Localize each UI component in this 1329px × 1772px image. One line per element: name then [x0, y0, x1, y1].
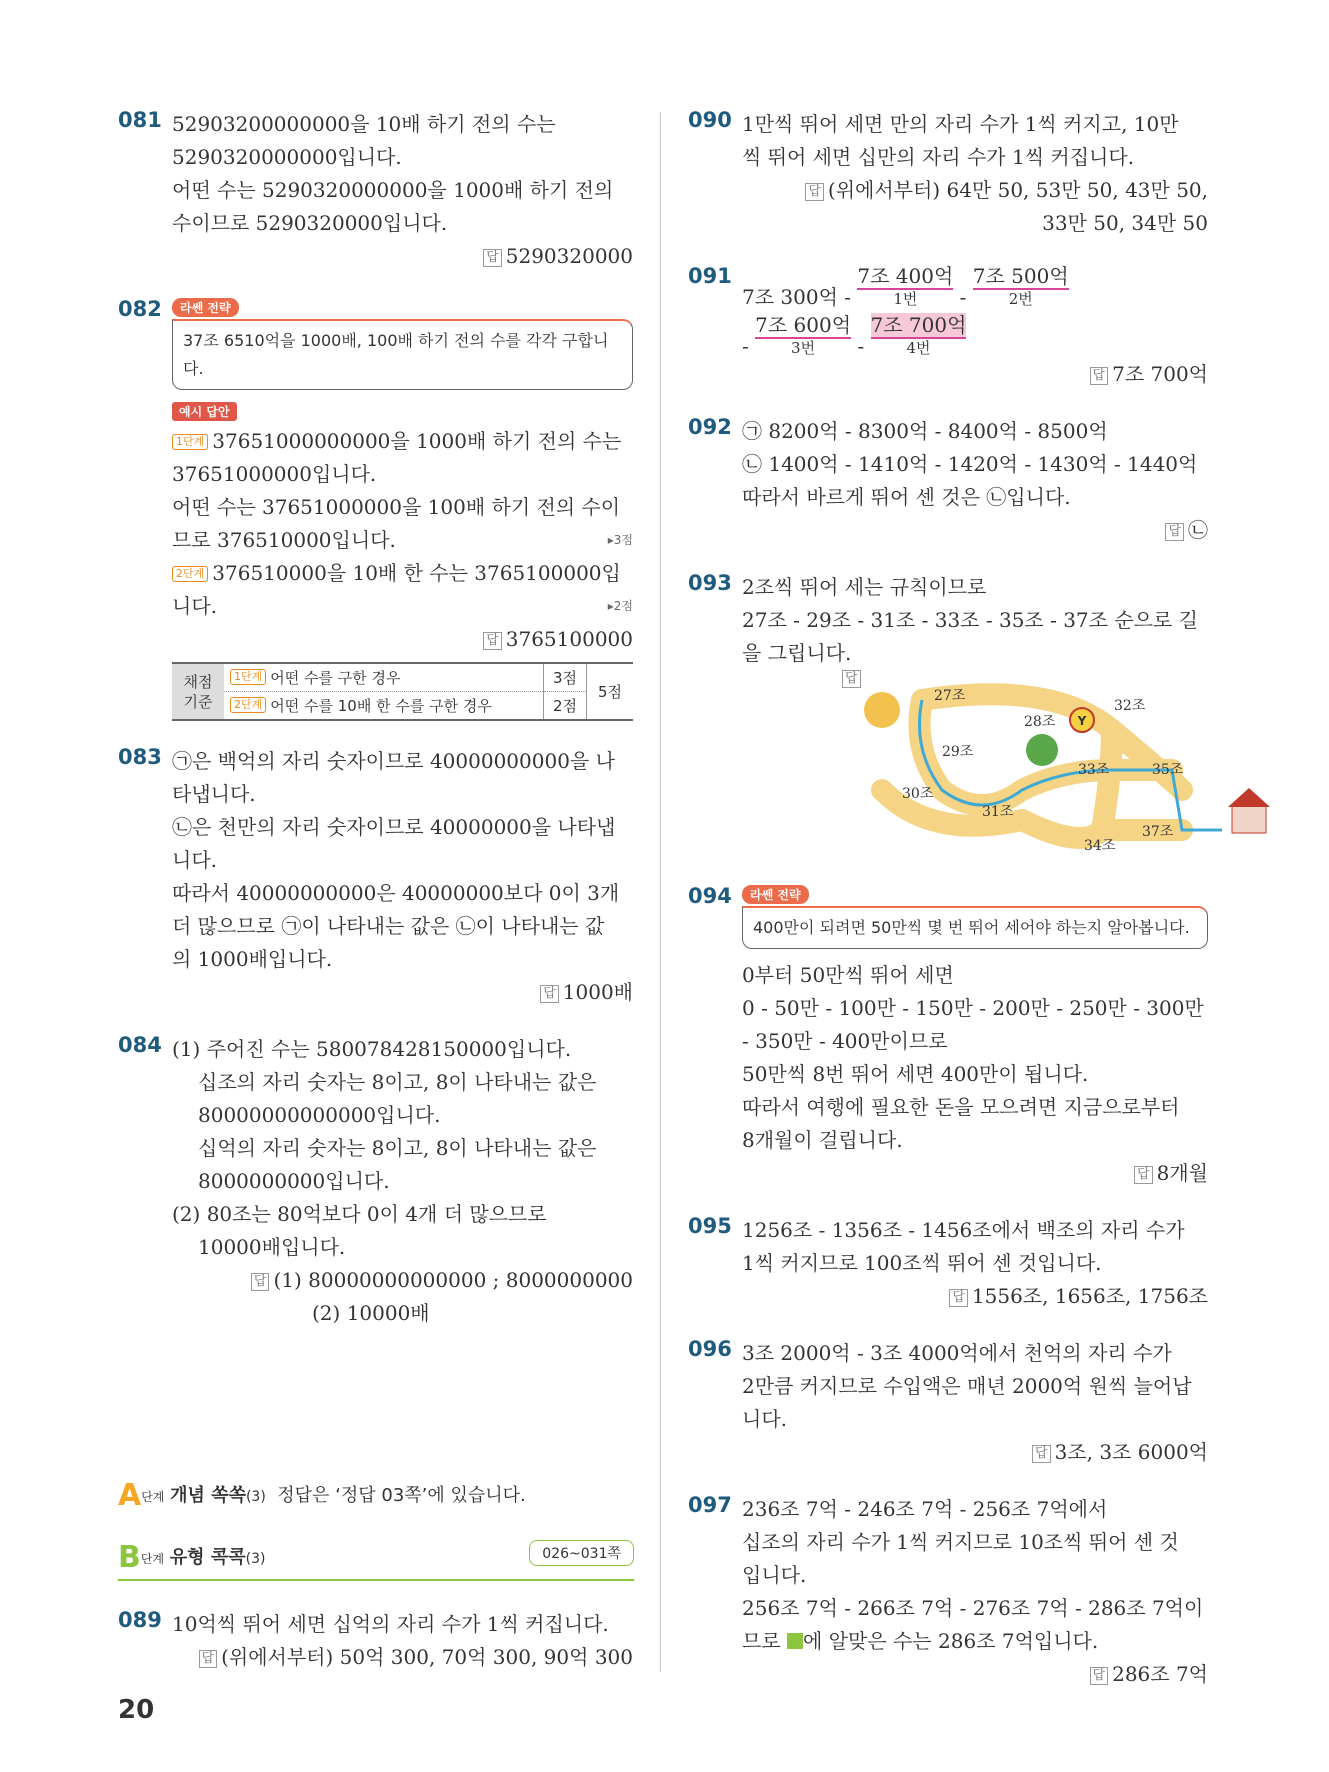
text-line: ㉠은 백억의 자리 숫자이므로 40000000000을 나: [172, 749, 615, 773]
section-letter: B: [118, 1540, 141, 1575]
text-line: 어떤 수는 5290320000000을 1000배 하기 전의: [172, 178, 614, 202]
text-line: 2조씩 뛰어 세는 규칙이므로: [742, 575, 987, 599]
page-range: 026~031쪽: [529, 1540, 634, 1566]
road: [1102, 730, 1112, 830]
section-b-header: B단계 유형 콕콕(3) 026~031쪽: [118, 1540, 634, 1581]
column-divider: [660, 112, 661, 1672]
answer-tag: 답: [842, 670, 861, 688]
text-line: - 350만 - 400만이므로: [742, 1029, 948, 1053]
text-line: 므로 에 알맞은 수는 286조 7억입니다.: [742, 1629, 1099, 1653]
text-line: 니다.: [742, 1407, 787, 1431]
text-line: 십조의 자리 숫자는 8이고, 8이 나타내는 값은: [198, 1070, 597, 1094]
text-line: 50만씩 8번 뛰어 세면 400만이 됩니다.: [742, 1062, 1089, 1086]
answer: 답 (위에서부터) 64만 50, 53만 50, 43만 50,: [742, 174, 1208, 207]
problem-081: [118, 108, 633, 273]
section-title: 개념 쏙쏙: [170, 1485, 246, 1506]
right-column: [688, 108, 1208, 1715]
text-line: 니다. ▸2점: [172, 590, 633, 623]
answer-tag: 답: [1134, 1166, 1153, 1184]
section-title: 유형 콕콕: [169, 1547, 246, 1568]
answer-tag: 답: [1032, 1445, 1051, 1463]
answer: 답 1000배: [172, 976, 633, 1009]
road-map: [852, 670, 1272, 870]
text-line: 80000000000000입니다.: [198, 1103, 441, 1127]
house-roof: [1228, 788, 1270, 807]
score: ▸2점: [607, 599, 633, 613]
text-line: 어떤 수는 37651000000을 100배 하기 전의 수이: [172, 495, 621, 519]
cyclist-icon: [864, 692, 900, 728]
left-column-bottom: [118, 1608, 633, 1698]
strategy-label: 라쎈 전략: [742, 885, 809, 904]
answer-tag: 답: [1090, 367, 1109, 385]
answer: 답 8개월: [742, 1157, 1208, 1190]
problem-number: 081: [118, 108, 162, 132]
strategy-label: 라쎈 전략: [172, 298, 239, 317]
text-line: (2) 80조는 80억보다 0이 4개 더 많으므로: [172, 1202, 547, 1226]
problem-095: [688, 1214, 1208, 1313]
map-figure: [742, 670, 1208, 870]
problem-096: [688, 1337, 1208, 1469]
grading-points: 2점: [544, 692, 587, 721]
answer-tag: 답: [1165, 523, 1184, 541]
problem-number: 094: [688, 884, 732, 908]
text-line: 1씩 커지므로 100조씩 뛰어 센 것입니다.: [742, 1251, 1102, 1275]
answer: 답 5290320000: [172, 240, 633, 273]
text-line: 52903200000000을 10배 하기 전의 수는: [172, 112, 556, 136]
answer: 답 1556조, 1656조, 1756조: [742, 1280, 1208, 1313]
score: ▸3점: [607, 533, 633, 547]
section-note: 정답은 ‘정답 03쪽’에 있습니다.: [277, 1485, 526, 1506]
text-line: 37651000000입니다.: [172, 462, 377, 486]
problem-number: 089: [118, 1608, 162, 1632]
answer-line: (2) 10000배: [312, 1301, 430, 1325]
answer-tag: 답: [540, 985, 559, 1003]
answer: 답 3조, 3조 6000억: [742, 1436, 1208, 1469]
step-1-tag: 1단계: [172, 434, 208, 450]
problem-number: 097: [688, 1493, 732, 1517]
grading-header: 채점 기준: [172, 663, 224, 720]
map-label: 32조: [1114, 698, 1146, 714]
house-icon: [1232, 805, 1266, 833]
text-line: 수이므로 5290320000입니다.: [172, 211, 448, 235]
strategy-box: 37조 6510억을 1000배, 100배 하기 전의 수를 각각 구합니다.: [172, 319, 633, 390]
page-number: 20: [118, 1695, 155, 1725]
text-line: 256조 7억 - 266조 7억 - 276조 7억 - 286조 7억이: [742, 1596, 1204, 1620]
answer: 답 3765100000: [172, 623, 633, 656]
problem-number: 096: [688, 1337, 732, 1361]
map-label: 31조: [982, 804, 1014, 820]
problem-089: [118, 1608, 633, 1674]
text-line: 1만씩 뛰어 세면 만의 자리 수가 1씩 커지고, 10만: [742, 112, 1179, 136]
text-line: 씩 뛰어 세면 십만의 자리 수가 1씩 커집니다.: [742, 145, 1135, 169]
problem-097: [688, 1493, 1208, 1691]
map-label: 30조: [902, 786, 934, 802]
map-label: 29조: [942, 744, 974, 760]
problem-number: 090: [688, 108, 732, 132]
text-line: 따라서 여행에 필요한 돈을 모으려면 지금으로부터: [742, 1095, 1180, 1119]
text-line: 므로 376510000입니다. ▸3점: [172, 524, 633, 557]
map-label: 37조: [1142, 824, 1174, 840]
answer-tag: 답: [251, 1273, 270, 1291]
map-label: 33조: [1078, 762, 1110, 778]
map-label: 34조: [1084, 838, 1116, 854]
text-line: 의 1000배입니다.: [172, 947, 333, 971]
text-line: 따라서 바르게 뛰어 센 것은 ㉡입니다.: [742, 485, 1071, 509]
problem-083: [118, 745, 633, 1009]
text-line: 1단계 37651000000000을 1000배 하기 전의 수는: [172, 425, 633, 458]
answer-tag: 답: [199, 1650, 218, 1668]
text-line: 1256조 - 1356조 - 1456조에서 백조의 자리 수가: [742, 1218, 1185, 1242]
grading-row: 2단계 어떤 수를 10배 한 수를 구한 경우: [224, 692, 544, 721]
text-line: 타냅니다.: [172, 782, 256, 806]
problem-number: 083: [118, 745, 162, 769]
text-line: 3조 2000억 - 3조 4000억에서 천억의 자리 수가: [742, 1341, 1172, 1365]
answer: 답 286조 7억: [742, 1658, 1208, 1691]
problem-number: 082: [118, 297, 162, 321]
grading-points: 3점: [544, 663, 587, 692]
map-label: 28조: [1024, 714, 1056, 730]
problem-092: [688, 415, 1208, 547]
green-square-icon: [787, 1633, 803, 1649]
text-line: ㉠ 8200억 - 8300억 - 8400억 - 8500억: [742, 419, 1108, 443]
grading-table: [172, 662, 633, 721]
text-line: 8개월이 걸립니다.: [742, 1128, 903, 1152]
problem-093: [688, 571, 1208, 870]
text-line: ㉡ 1400억 - 1410억 - 1420억 - 1430억 - 1440억: [742, 452, 1198, 476]
text-line: 2단계 376510000을 10배 한 수는 3765100000입: [172, 557, 633, 590]
section-a-header: A단계 개념 쏙쏙(3) 정답은 ‘정답 03쪽’에 있습니다.: [118, 1478, 526, 1513]
text-line: (1) 주어진 수는 580078428150000입니다.: [172, 1037, 572, 1061]
answer: 답 (위에서부터) 50억 300, 70억 300, 90억 300: [172, 1641, 633, 1674]
map-label: 35조: [1152, 762, 1184, 778]
answer: 답 7조 700억: [742, 358, 1208, 391]
text-line: 을 그립니다.: [742, 641, 852, 665]
example-answer-label: 예시 답안: [172, 402, 237, 421]
problem-094: [688, 884, 1208, 1190]
text-line: ㉡은 천만의 자리 숫자이므로 40000000을 나타냅: [172, 815, 616, 839]
problem-084: [118, 1033, 633, 1330]
step-2-tag: 2단계: [172, 566, 208, 582]
text-line: 0부터 50만씩 뛰어 세면: [742, 963, 954, 987]
answer: 답 (1) 80000000000000 ; 8000000000: [172, 1264, 633, 1297]
problem-number: 095: [688, 1214, 732, 1238]
text-line: 십억의 자리 숫자는 8이고, 8이 나타내는 값은: [198, 1136, 597, 1160]
problem-number: 084: [118, 1033, 162, 1057]
problem-090: [688, 108, 1208, 240]
text-line: 10000배입니다.: [198, 1235, 346, 1259]
tree-icon: [1026, 734, 1058, 766]
grading-total: 5점: [587, 663, 634, 720]
answer-tag: 답: [805, 183, 824, 201]
answer-tag: 답: [1090, 1667, 1109, 1685]
answer-tag: 답: [483, 249, 502, 267]
left-column: [118, 108, 633, 1354]
map-label: 27조: [934, 688, 966, 704]
sequence-line: 7조 300억 - 7조 400억 1번 - 7조 500억 2번: [742, 264, 1069, 309]
text-line: 더 많으므로 ㉠이 나타내는 값은 ㉡이 나타내는 값: [172, 914, 605, 938]
problem-091: [688, 264, 1208, 391]
answer: 답 ㉡: [742, 514, 1208, 547]
text-line: 니다.: [172, 848, 217, 872]
text-line: 십조의 자리 수가 1씩 커지므로 10조씩 뛰어 센 것: [742, 1530, 1179, 1554]
text-line: 10억씩 뛰어 세면 십억의 자리 수가 1씩 커집니다.: [172, 1612, 609, 1636]
section-letter: A: [118, 1478, 142, 1513]
answer-tag: 답: [949, 1289, 968, 1307]
text-line: 0 - 50만 - 100만 - 150만 - 200만 - 250만 - 300만: [742, 996, 1204, 1020]
problem-082: [118, 297, 633, 721]
problem-number: 092: [688, 415, 732, 439]
problem-number: 091: [688, 264, 732, 288]
problem-number: 093: [688, 571, 732, 595]
sequence-line: - 7조 600억 3번 - 7조 700억 4번: [742, 313, 967, 358]
answer-tag: 답: [483, 632, 502, 650]
text-line: 5290320000000입니다.: [172, 145, 402, 169]
sign-letter: Y: [1077, 714, 1087, 728]
answer-line: 33만 50, 34만 50: [1042, 211, 1208, 235]
text-line: 따라서 40000000000은 40000000보다 0이 3개: [172, 881, 620, 905]
text-line: 236조 7억 - 246조 7억 - 256조 7억에서: [742, 1497, 1108, 1521]
text-line: 2만큼 커지므로 수입액은 매년 2000억 원씩 늘어납: [742, 1374, 1192, 1398]
text-line: 8000000000입니다.: [198, 1169, 390, 1193]
strategy-box: 400만이 되려면 50만씩 몇 번 뛰어 세어야 하는지 알아봅니다.: [742, 906, 1208, 949]
text-line: 27조 - 29조 - 31조 - 33조 - 35조 - 37조 순으로 길: [742, 608, 1198, 632]
text-line: 입니다.: [742, 1563, 807, 1587]
grading-row: 1단계 어떤 수를 구한 경우: [224, 663, 544, 692]
